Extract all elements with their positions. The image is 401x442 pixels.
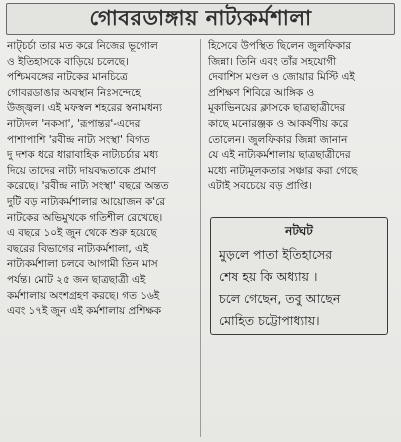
text-line: যে এই নাট্যকর্মশালায় ছাত্রছাত্রীদের bbox=[208, 149, 351, 162]
text-line: পশ্চিমবঙ্গের নাটকের মানচিত্রে bbox=[7, 71, 128, 84]
text-line: করেছে। 'রবীন্দ্র নাট্য সংস্থা' বছরে অন্তত bbox=[7, 180, 169, 193]
text-line: এটাই সবচেয়ে বড় প্রাপ্তি। bbox=[208, 180, 312, 193]
text-line: নাট্যকর্মশালা চলবে আগামী তিন মাস bbox=[7, 258, 158, 271]
right-column bbox=[201, 39, 397, 437]
poem-box bbox=[210, 217, 388, 335]
text-line: এবং ১৭ই জুন এই কর্মশালায় প্রশিক্ষক bbox=[7, 305, 162, 318]
text-line: তোলেন। জুলফিকার জিন্না জানান bbox=[208, 133, 348, 146]
text-line: ও ইতিহাসকে বাড়িয়ে চলেছে। bbox=[7, 55, 129, 68]
text-line: প্রশিক্ষণ শিবিরে আঙ্গিক ও bbox=[208, 86, 315, 99]
text-line: নাট্যদল 'নকসা', 'রূপান্তর'-এদের bbox=[7, 117, 141, 130]
text-line: জিন্না। তিনি এবং তাঁর সহযোগী bbox=[208, 55, 337, 68]
text-line: উজ্জ্বল। এই মফস্বল শহরের স্বনামধন্য bbox=[7, 102, 162, 115]
text-line: এ বছরে ১০ই জুন থেকে শুরু হয়েছে bbox=[7, 227, 157, 240]
poem-line: শেষ হয় কি অধ্যায় । bbox=[219, 268, 318, 284]
box-title: নটঘট bbox=[285, 223, 313, 238]
article-columns bbox=[4, 39, 397, 437]
text-line: দুটি বড় নাট্যকর্মশালার আয়োজন ক'রে bbox=[7, 195, 166, 208]
poem-line: চলে গেছেন, তবু আছেন bbox=[219, 290, 341, 306]
headline-banner bbox=[6, 3, 395, 35]
text-line: পাশাপাশি 'রবীন্দ্র নাট্য সংস্থা' বিগত bbox=[7, 133, 150, 146]
text-line: বছরের বিভাগের নাট্যকর্মশালা, এই bbox=[7, 242, 149, 255]
text-line: দু দশক ধরে ধারাবাহিক নাট্যচর্চার মধ্য bbox=[7, 149, 159, 162]
text-line: মূকাভিনয়ের ক্লাসকে ছাত্রছাত্রীদের bbox=[208, 102, 346, 115]
text-line: হিসেবে উপস্থিত ছিলেন জুলফিকার bbox=[208, 40, 352, 52]
text-line: নাট্চর্চা তার মত করে নিজের ভূগোল bbox=[7, 40, 158, 52]
text-line: কাছে মনোরঞ্জক ও আকর্ষণীয় করে bbox=[208, 117, 349, 130]
text-line: দেবাশিস মণ্ডল ও জোয়ার মিস্টি এই bbox=[208, 71, 355, 84]
text-line: দিয়ে তাদের নাট্য দায়বদ্ধতাকে প্রমাণ bbox=[7, 164, 157, 177]
text-line: নাটকের অভিমুখকে গতিশীল রেখেছে। bbox=[7, 211, 163, 224]
text-line: গোবরডাঙার অবস্থান নিঃসন্দেহে bbox=[7, 86, 141, 99]
text-line: মধ্যে নাট্যমূলকতার সঞ্চার করা গেছে bbox=[208, 164, 358, 177]
headline: গোবরডাঙ্গায় নাট্যকর্মশালা bbox=[89, 5, 312, 30]
text-line: পর্যন্ত। মোট ২৫ জন ছাত্রছাত্রী এই bbox=[7, 273, 146, 286]
left-column bbox=[4, 39, 201, 437]
text-line: কর্মশালায় অংশগ্রহণ করছে। গত ১৬ই bbox=[7, 289, 160, 302]
poem-line: মুড়লে পাতা ইতিহাসের bbox=[219, 246, 333, 262]
poem-line: মোহিত চট্টোপাধ্যায়। bbox=[219, 312, 320, 328]
